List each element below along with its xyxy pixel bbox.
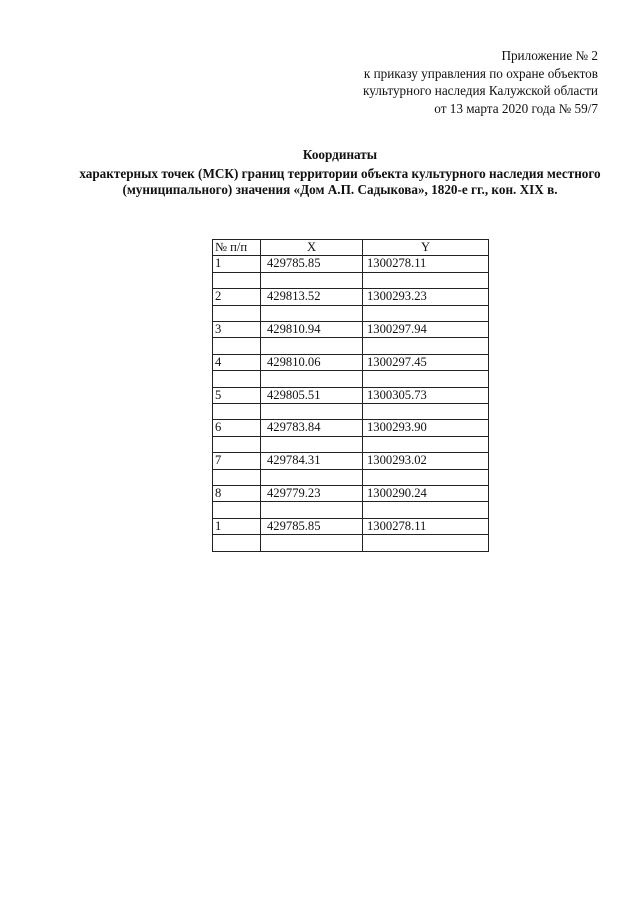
table-spacer-row [213, 272, 489, 288]
cell-y: 1300293.02 [363, 453, 489, 469]
empty-cell [261, 338, 363, 354]
table-spacer-row [213, 469, 489, 485]
cell-y: 1300293.90 [363, 420, 489, 436]
empty-cell [261, 404, 363, 420]
empty-cell [213, 272, 261, 288]
appendix-line: Приложение № 2 [501, 48, 598, 63]
empty-cell [261, 535, 363, 551]
table-spacer-row [213, 305, 489, 321]
cell-x: 429779.23 [261, 485, 363, 501]
cell-number: 3 [213, 322, 261, 338]
empty-cell [261, 371, 363, 387]
empty-cell [363, 272, 489, 288]
empty-cell [261, 436, 363, 452]
empty-cell [213, 404, 261, 420]
table-spacer-row [213, 404, 489, 420]
empty-cell [213, 436, 261, 452]
cell-x: 429784.31 [261, 453, 363, 469]
table-row [213, 354, 489, 370]
table-row [213, 453, 489, 469]
empty-cell [363, 404, 489, 420]
cell-x: 429785.85 [261, 518, 363, 534]
cell-x: 429783.84 [261, 420, 363, 436]
empty-cell [261, 305, 363, 321]
cell-x: 429805.51 [261, 387, 363, 403]
empty-cell [363, 535, 489, 551]
cell-y: 1300278.11 [363, 518, 489, 534]
cell-x: 429813.52 [261, 289, 363, 305]
cell-number: 4 [213, 354, 261, 370]
cell-number: 1 [213, 518, 261, 534]
document-title: Координаты [302, 147, 378, 162]
empty-cell [261, 502, 363, 518]
cell-number: 2 [213, 289, 261, 305]
cell-y: 1300297.94 [363, 322, 489, 338]
table-row [213, 485, 489, 501]
table-spacer-row [213, 436, 489, 452]
cell-y: 1300297.45 [363, 354, 489, 370]
table-body [213, 256, 489, 551]
appendix-line: от 13 марта 2020 года № 59/7 [434, 100, 598, 116]
cell-number: 1 [213, 256, 261, 272]
document-heading [76, 147, 604, 199]
table-row [213, 387, 489, 403]
table-row [213, 289, 489, 305]
header-x: X [261, 240, 363, 256]
empty-cell [261, 272, 363, 288]
empty-cell [363, 371, 489, 387]
appendix-line: к приказу управления по охране объектов [363, 65, 598, 81]
table-spacer-row [213, 371, 489, 387]
empty-cell [363, 469, 489, 485]
cell-y: 1300290.24 [363, 485, 489, 501]
empty-cell [213, 502, 261, 518]
empty-cell [213, 305, 261, 321]
empty-cell [213, 371, 261, 387]
cell-x: 429810.06 [261, 354, 363, 370]
document-subtitle: характерных точек (МСК) границ территории объекта культурного наследия местного (муниципального) значения «Дом А.П. Садыкова», 1820-е гг., кон. XIX в. [79, 165, 601, 197]
cell-y: 1300278.11 [363, 256, 489, 272]
empty-cell [213, 338, 261, 354]
cell-x: 429810.94 [261, 322, 363, 338]
empty-cell [261, 469, 363, 485]
cell-x: 429785.85 [261, 256, 363, 272]
empty-cell [363, 436, 489, 452]
table-spacer-row [213, 502, 489, 518]
appendix-line: культурного наследия Калужской области [363, 83, 598, 98]
cell-y: 1300293.23 [363, 289, 489, 305]
cell-number: 6 [213, 420, 261, 436]
empty-cell [363, 305, 489, 321]
table-row [213, 518, 489, 534]
table-header-row [213, 240, 489, 256]
empty-cell [363, 338, 489, 354]
cell-number: 7 [213, 453, 261, 469]
header-number: № п/п [213, 240, 261, 256]
table-row [213, 322, 489, 338]
table-row [213, 256, 489, 272]
empty-cell [213, 469, 261, 485]
table-spacer-row [213, 338, 489, 354]
table-row [213, 420, 489, 436]
cell-number: 8 [213, 485, 261, 501]
appendix-block [363, 47, 598, 117]
empty-cell [363, 502, 489, 518]
cell-number: 5 [213, 387, 261, 403]
coordinates-table [212, 239, 489, 552]
table-spacer-row [213, 535, 489, 551]
header-y: Y [363, 240, 489, 256]
cell-y: 1300305.73 [363, 387, 489, 403]
empty-cell [213, 535, 261, 551]
